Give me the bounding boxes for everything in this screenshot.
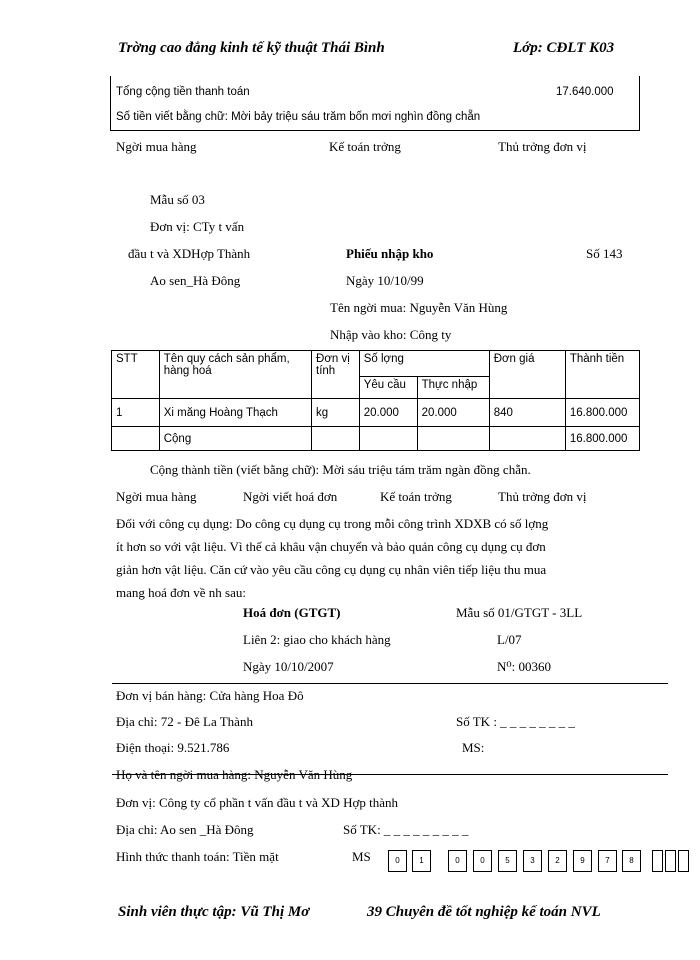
ms-digit-box: 1 [412,850,431,872]
paragraph-line-4: mang hoá đơn về nh sau: [116,585,246,600]
total-payment-amount: 17.640.000 [556,86,614,98]
cell-unit: kg [312,399,360,427]
cell-sum-total: 16.800.000 [565,427,639,451]
cell-total: 16.800.000 [565,399,639,427]
buyer-unit: Đơn vị: Công ty cổ phần t vấn đầu t và XD Hợp thành [116,795,399,810]
buyer-ms-label: MS [352,849,371,864]
col-header-qty: Số lợng [359,351,489,377]
seller-address: Địa chỉ: 72 - Đê La Thành [116,714,253,729]
table-row [112,399,640,427]
invoice-number: N⁰: 00360 [497,659,551,674]
signature2-buyer: Ngời mua hàng [116,489,197,504]
ms-digit-box [652,850,663,872]
receipt-buyer: Tên ngời mua: Nguyễn Văn Hùng [330,300,508,315]
seller-name: Đơn vị bán hàng: Cửa hàng Hoa Đô [116,688,304,703]
ms-digit-box: 0 [448,850,467,872]
ms-digit-box: 3 [523,850,542,872]
cell-sum-label: Cộng [159,427,311,451]
payment-method: Hình thức thanh toán: Tiền mặt [116,849,279,864]
signature-buyer: Ngời mua hàng [116,139,197,154]
receipt-warehouse: Nhập vào kho: Công ty [330,327,452,342]
total-payment-label: Tổng cộng tiền thanh toán [116,86,250,98]
col-header-price: Đơn giá [489,351,565,399]
seller-phone: Điện thoại: 9.521.786 [116,740,230,755]
ms-digit-box: 7 [598,850,617,872]
receipt-unit-line2: đầu t và XDHợp Thành [128,246,251,261]
invoice-date: Ngày 10/10/2007 [243,659,334,674]
invoice-copy: Liên 2: giao cho khách hàng [243,632,391,647]
cell-qty-req: 20.000 [359,399,417,427]
total-in-words: Số tiền viết bằng chữ: Mời bảy triệu sáu trăm bốn mơi nghìn đồng chẵn [116,111,481,123]
cell-qty-actual: 20.000 [417,399,489,427]
total-words-2: Cộng thành tiền (viết bằng chữ): Mời sáu triệu tám trăm ngàn đồng chẵn. [150,462,531,477]
footer-page: 39 Chuyên đề tốt nghiệp kế toán NVL [367,904,601,920]
receipt-unit-line1: Đơn vị: CTy t vấn [150,219,245,234]
ms-digit-box: 2 [548,850,567,872]
ms-digit-box: 0 [473,850,492,872]
paragraph-line-1: Đối với công cụ dụng: Do công cụ dụng cụ trong mỗi công trình XDXB có số lợng [116,516,549,531]
paragraph-line-2: ít hơn so với vật liệu. Vì thế cả khâu vận chuyển và bảo quản công cụ dụng cụ đơn [116,539,546,554]
col-header-unit: Đơn vị tính [312,351,360,399]
signature2-writer: Ngời viết hoá đơn [243,489,338,504]
cell-price: 840 [489,399,565,427]
ms-digit-box: 0 [388,850,407,872]
invoice-series: L/07 [497,632,522,647]
invoice-title: Hoá đơn (GTGT) [243,605,341,620]
signature-head: Thủ trởng đơn vị [498,139,587,154]
ms-digit-box: 8 [622,850,641,872]
col-header-stt: STT [112,351,160,399]
signature-accountant: Kế toán trởng [329,139,401,154]
signature2-head: Thủ trởng đơn vị [498,489,587,504]
ms-digit-box: 9 [573,850,592,872]
col-header-name: Tên quy cách sản phẩm, hàng hoá [159,351,311,399]
receipt-number: Số 143 [586,246,623,261]
col-header-qty-req: Yêu cầu [359,377,417,399]
school-header: Trờng cao đẳng kinh tế kỹ thuật Thái Bình [118,40,385,56]
ms-digit-box [678,850,689,872]
col-header-total: Thành tiền [565,351,639,399]
ms-digit-box [665,850,676,872]
receipt-date: Ngày 10/10/99 [346,273,424,288]
cell-name: Xi măng Hoàng Thạch [159,399,311,427]
class-header: Lớp: CĐLT K03 [513,40,615,56]
seller-account: Số TK : _ _ _ _ _ _ _ _ [456,714,575,729]
footer-student: Sinh viên thực tập: Vũ Thị Mơ [118,904,310,920]
col-header-qty-actual: Thực nhập [417,377,489,399]
divider-1 [112,683,668,684]
seller-ms-label: MS: [462,740,485,755]
invoice-form: Mẫu số 01/GTGT - 3LL [456,605,583,620]
buyer-account: Số TK: _ _ _ _ _ _ _ _ _ [343,822,469,837]
cell-stt: 1 [112,399,160,427]
buyer-address: Địa chỉ: Ao sen _Hà Đông [116,822,254,837]
receipt-address: Ao sen_Hà Đông [150,273,241,288]
receipt-title: Phiếu nhập kho [346,246,434,261]
paragraph-line-3: giản hơn vật liệu. Căn cứ vào yêu cầu công cụ dụng cụ nhân viên tiếp liệu thu mua [116,562,547,577]
signature2-accountant: Kế toán trởng [380,489,452,504]
ms-digit-box: 5 [498,850,517,872]
receipt-table [111,350,640,451]
table-sum-row [112,427,640,451]
buyer-name: Họ và tên ngời mua hàng: Nguyễn Văn Hùng [116,767,353,782]
receipt-form-number: Mẫu số 03 [150,192,205,207]
